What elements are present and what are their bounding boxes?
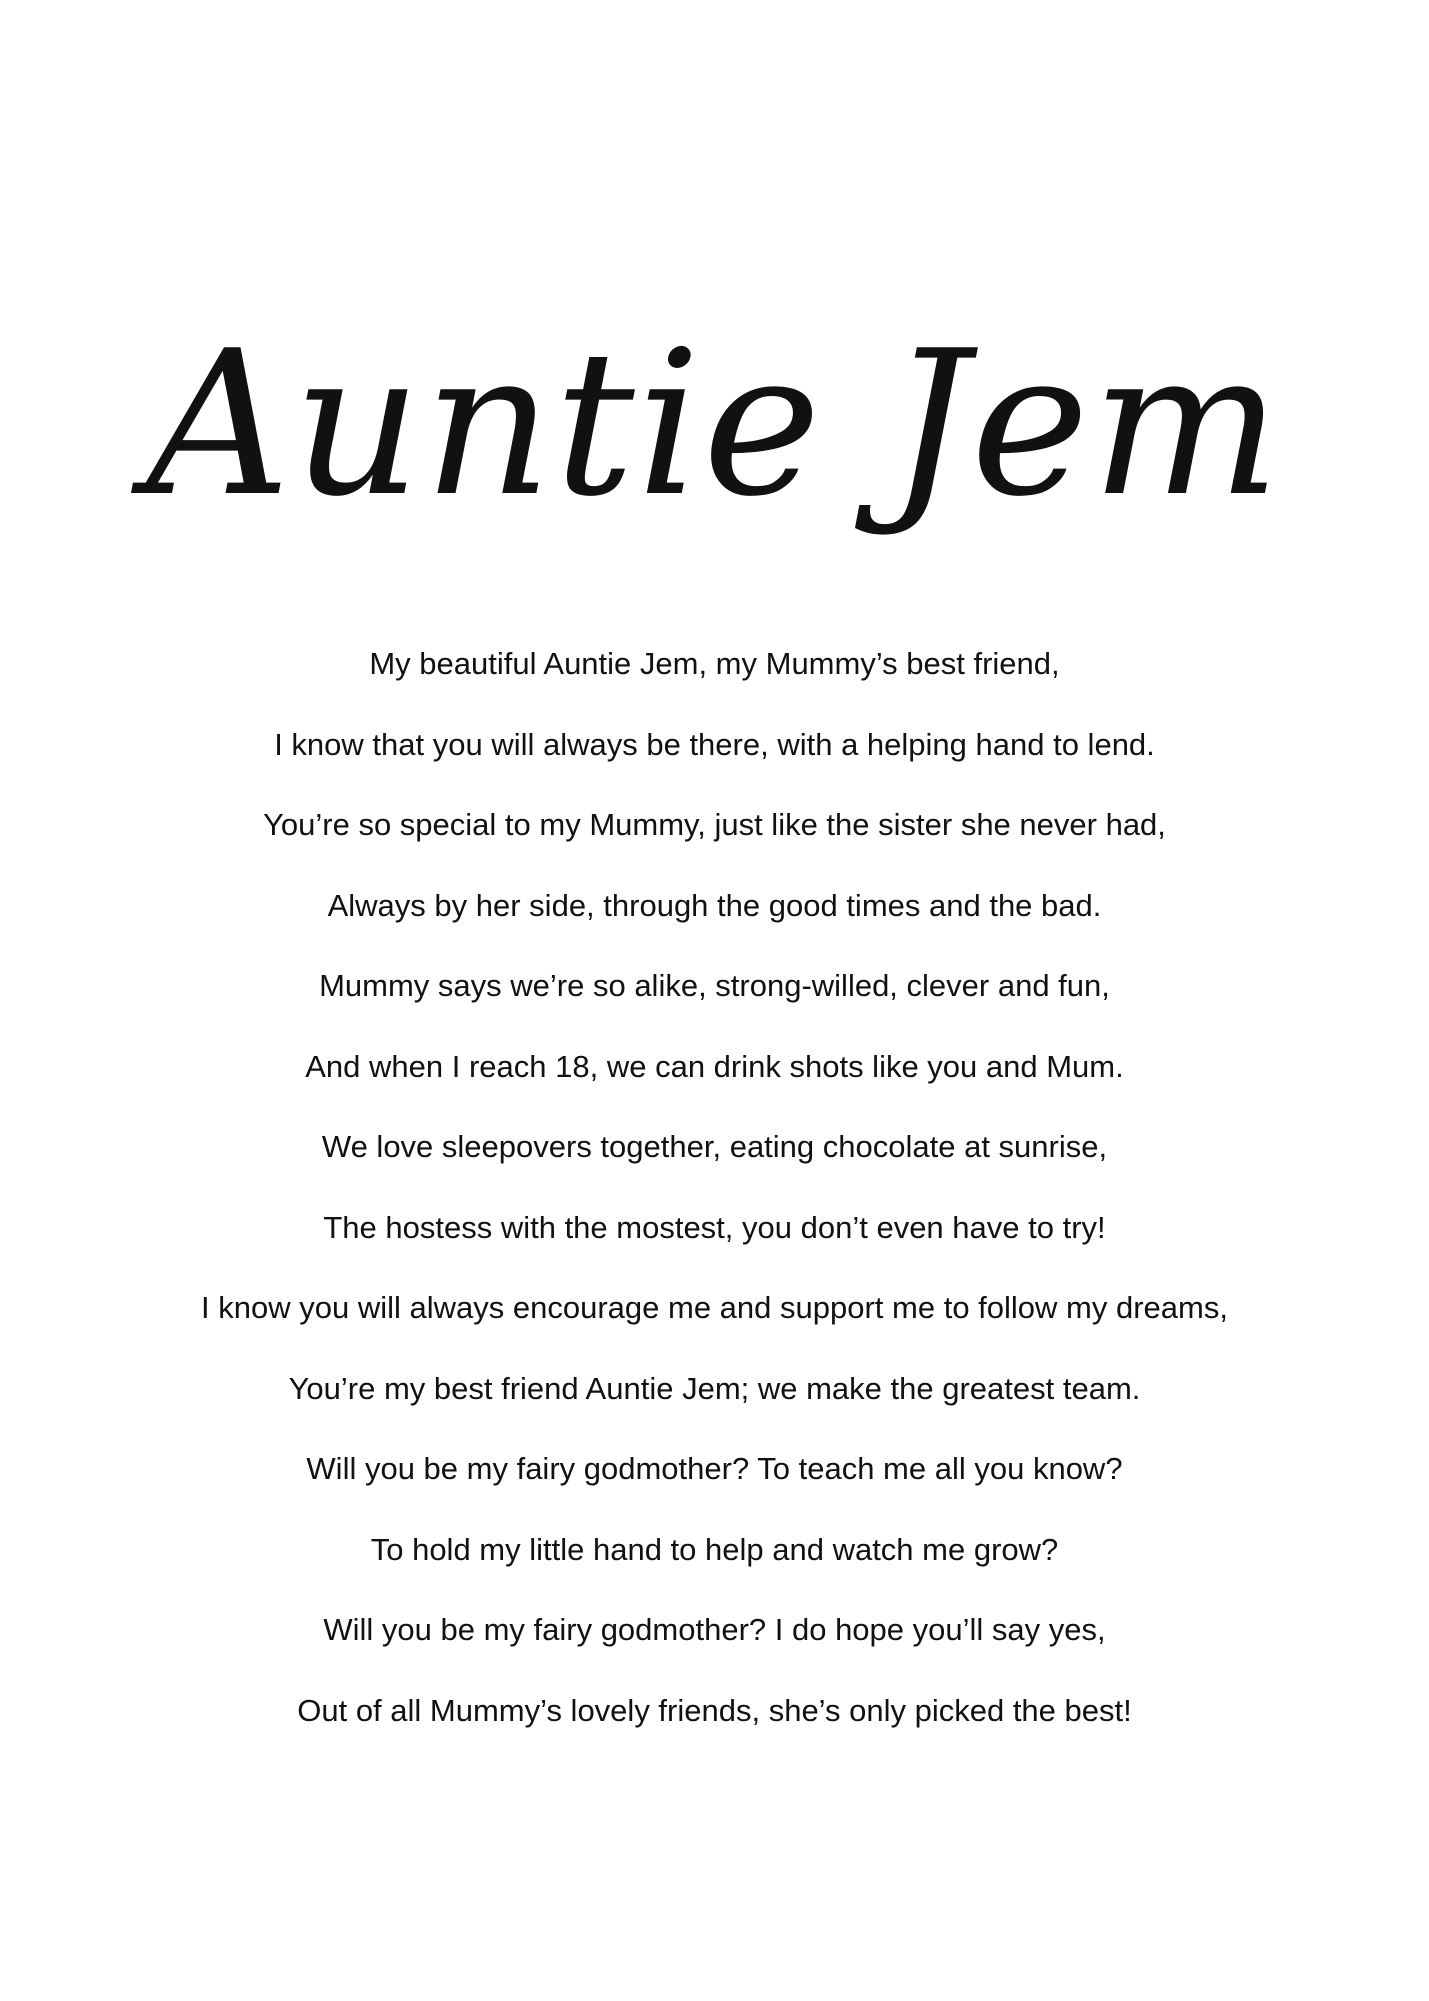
poem-line: To hold my little hand to help and watch me grow? <box>370 1531 1059 1567</box>
poem-line: The hostess with the mostest, you don’t even have to try! <box>323 1209 1106 1245</box>
poem-title: Auntie Jem <box>146 308 1283 541</box>
poem-line: Out of all Mummy’s lovely friends, she’s only picked the best! <box>297 1692 1132 1728</box>
poem-line: We love sleepovers together, eating chocolate at sunrise, <box>321 1129 1108 1164</box>
poem-body <box>0 634 1429 1761</box>
poem-line: You’re my best friend Auntie Jem; we make the greatest team. <box>288 1370 1141 1406</box>
poem-line: Mummy says we’re so alike, strong-willed, clever and fun, <box>319 968 1110 1003</box>
poem-line: Always by her side, through the good times and the bad. <box>327 887 1102 923</box>
poem-line: I know that you will always be there, with a helping hand to lend. <box>274 726 1155 762</box>
poem-line: You’re so special to my Mummy, just like the sister she never had, <box>263 807 1166 842</box>
poem-line: And when I reach 18, we can drink shots like you and Mum. <box>305 1048 1124 1084</box>
poem-line: I know you will always encourage me and support me to follow my dreams, <box>201 1290 1228 1325</box>
poem-line: Will you be my fairy godmother? To teach me all you know? <box>306 1451 1123 1486</box>
poem-line: Will you be my fairy godmother? I do hope you’ll say yes, <box>323 1612 1106 1647</box>
poem-line: My beautiful Auntie Jem, my Mummy’s best friend, <box>369 646 1060 681</box>
